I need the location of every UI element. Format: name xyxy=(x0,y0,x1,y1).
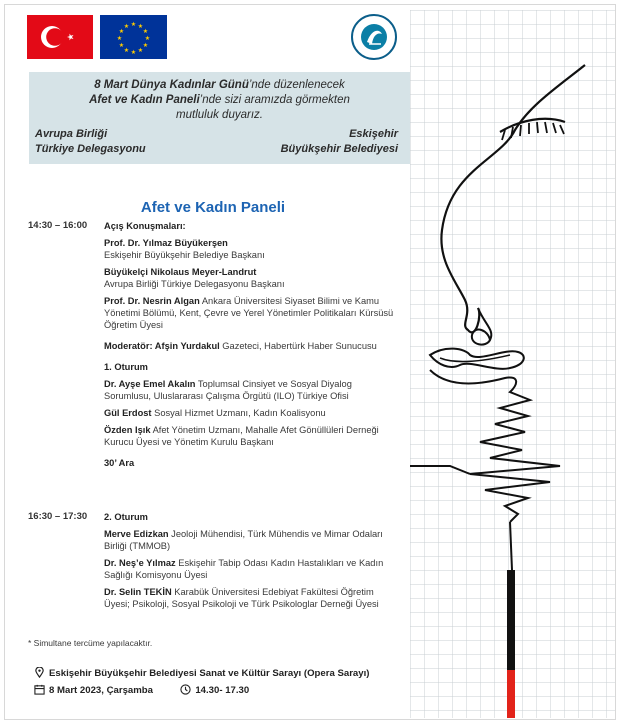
panel-title: Afet ve Kadın Paneli xyxy=(140,199,286,216)
clock-icon xyxy=(180,684,191,695)
venue-text: Eskişehir Büyükşehir Belediyesi Sanat ve Kültür Sarayı (Opera Sarayı) xyxy=(49,668,370,679)
date-time-line xyxy=(34,684,249,696)
panelist-item: Dr. Selin TEKİN Karabük Üniversitesi Edebiyat Fakültesi Öğretim Üyesi; Psikoloji, Sosyal Psikoloji ve Türk Psikologlar Derneği Üyesi xyxy=(104,587,379,609)
session1-time: 14:30 – 16:00 xyxy=(28,220,88,231)
session2-time: 16:30 – 17:30 xyxy=(28,511,88,522)
session2-program xyxy=(104,511,400,610)
organizer-eu: Avrupa Birliği Türkiye Delegasyonu xyxy=(35,128,146,155)
svg-text:★: ★ xyxy=(130,49,137,56)
time-text: 14.30- 17.30 xyxy=(195,685,250,696)
invitation-message: 8 Mart Dünya Kadınlar Günü’nde düzenlenecek Afet ve Kadın Paneli’nde sizi aramızda görmekten mutluluk duyarız. xyxy=(89,79,350,121)
panelist-item: Gül Erdost Sosyal Hizmet Uzmanı, Kadın Koalisyonu xyxy=(104,408,326,418)
speaker-item: Prof. Dr. Yılmaz Büyükerşen Eskişehir Büyükşehir Belediye Başkanı xyxy=(104,238,265,260)
organizer-municipality: Eskişehir Büyükşehir Belediyesi xyxy=(280,128,398,155)
svg-text:★: ★ xyxy=(118,42,125,49)
panelist-item: Dr. Ayşe Emel Akalın Toplumsal Cinsiyet ve Sosyal Diyalog Sorumlusu, Uluslararası Çalışma Örgütü (ILO) Türkiye Ofisi xyxy=(104,379,352,401)
session1-heading: 1. Oturum xyxy=(104,362,148,372)
speaker-item: Büyükelçi Nikolaus Meyer-Landrut Avrupa Birliği Türkiye Delegasyonu Başkanı xyxy=(104,267,285,289)
svg-text:★: ★ xyxy=(142,42,149,49)
moderator-item: Moderatör: Afşin Yurdakul Gazeteci, Habertürk Haber Sunucusu xyxy=(104,341,377,351)
turkey-flag-icon xyxy=(27,15,93,59)
session1-program xyxy=(104,220,400,469)
invitation-event: 8 Mart Dünya Kadınlar Günü xyxy=(94,79,249,91)
speaker-item: Prof. Dr. Nesrin Algan Ankara Üniversitesi Siyaset Bilimi ve Kamu Yönetimi Bölümü, Kent, Çevre ve Yerel Yönetimler Politikaları Kürsüsü Öğretim Üyesi xyxy=(104,296,394,330)
svg-text:★: ★ xyxy=(123,47,130,54)
date-text: 8 Mart 2023, Çarşamba xyxy=(49,685,153,696)
opening-heading: Açış Konuşmaları: xyxy=(104,221,186,231)
svg-text:★: ★ xyxy=(144,35,151,42)
session2-heading: 2. Oturum xyxy=(104,512,148,522)
panelist-item: Özden Işık Afet Yönetim Uzmanı, Mahalle Afet Gönüllüleri Derneği Kurucu Üyesi ve Yönetim Kurulu Başkanı xyxy=(104,425,379,447)
venue-line xyxy=(34,667,369,679)
location-pin-icon xyxy=(34,667,45,678)
svg-text:★: ★ xyxy=(142,28,149,35)
svg-text:★: ★ xyxy=(137,23,144,30)
svg-text:★: ★ xyxy=(137,47,144,54)
eu-flag-icon xyxy=(100,15,167,59)
panelist-item: Dr. Neş’e Yılmaz Eskişehir Tabip Odası Kadın Hastalıkları ve Kadın Sağlığı Komisyonu Üyesi xyxy=(104,558,384,580)
invitation-panel: Afet ve Kadın Paneli xyxy=(89,94,200,106)
svg-text:★: ★ xyxy=(118,28,125,35)
translation-note: * Simultane tercüme yapılacaktır. xyxy=(28,638,153,648)
face-line-art xyxy=(410,10,615,718)
panelist-item: Merve Edizkan Jeoloji Mühendisi, Türk Mühendis ve Mimar Odaları Birliği (TMMOB) xyxy=(104,529,383,551)
calendar-icon xyxy=(34,684,45,695)
svg-text:★: ★ xyxy=(116,35,123,42)
svg-text:★: ★ xyxy=(130,21,137,28)
eskisehir-municipality-logo xyxy=(351,14,397,60)
svg-text:★: ★ xyxy=(123,23,130,30)
break-label: 30’ Ara xyxy=(104,458,135,468)
